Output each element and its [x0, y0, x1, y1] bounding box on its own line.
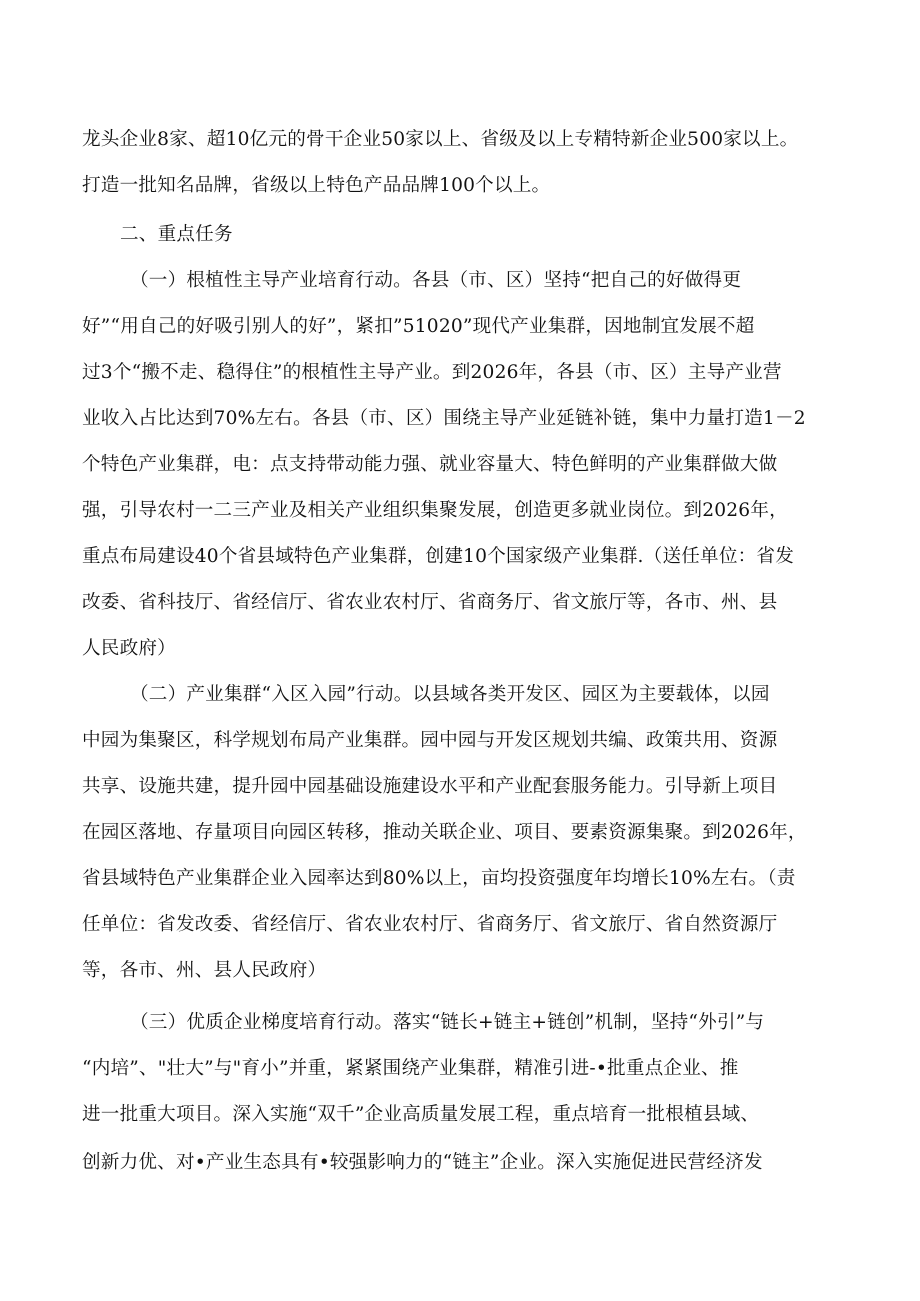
paragraph-line: 强，引导农村一二三产业及相关产业组织集聚发展，创造更多就业岗位。到2026年，	[82, 500, 788, 521]
paragraph-line: 省县域特色产业集群企业入园率达到80%以上，亩均投资强度年均增长10%左右。（责	[82, 868, 796, 889]
paragraph-line: 龙头企业8家、超10亿元的骨干企业50家以上、省级及以上专精特新企业500家以上。	[82, 129, 799, 150]
paragraph-line: 好”“用自己的好吸引别人的好”，紧扣”51020”现代产业集群，因地制宜发展不超	[82, 316, 755, 337]
paragraph-line: 打造一批知名品牌，省级以上特色产品品牌100个以上。	[82, 175, 551, 196]
paragraph-line: “内培”、"壮大”与"育小”并重，紧紧围绕产业集群，精准引进-•批重点企业、推	[82, 1058, 739, 1079]
paragraph-line: （一）根植性主导产业培育行动。各县（市、区）坚持“把自己的好做得更	[130, 270, 742, 291]
section-heading: 二、重点任务	[120, 224, 233, 245]
paragraph-line: 在园区落地、存量项目向园区转移，推动关联企业、项目、要素资源集聚。到2026年，	[82, 822, 807, 843]
paragraph-line: 进一批重大项目。深入实施“双千”企业高质量发展工程，重点培育一批根植县域、	[82, 1104, 760, 1125]
paragraph-line: 中园为集聚区，科学规划布局产业集群。园中园与开发区规划共编、政策共用、资源	[82, 730, 778, 751]
paragraph-line: 改委、省科技厅、省经信厅、省农业农村厅、省商务厅、省文旅厅等，各市、州、县	[82, 592, 778, 613]
paragraph-line: 人民政府）	[82, 638, 176, 659]
paragraph-line: 创新力优、对•产业生态具有•较强影响力的“链主”企业。深入实施促进民营经济发	[82, 1152, 763, 1173]
paragraph-line: 重点布局建设40个省县域特色产业集群，创建10个国家级产业集群.（送任单位：省发	[82, 546, 795, 567]
paragraph-line: 等，各市、州、县人民政府）	[82, 960, 327, 981]
paragraph-line: （三）优质企业梯度培育行动。落实“链长+链主+链创”机制，坚持“外引”与	[130, 1012, 765, 1033]
paragraph-line: 个特色产业集群，电：点支持带动能力强、就业容量大、特色鲜明的产业集群做大做	[82, 454, 778, 475]
paragraph-line: （二）产业集群“入区入园”行动。以县域各类开发区、园区为主要载体，以园	[130, 684, 770, 705]
paragraph-line: 任单位：省发改委、省经信厅、省农业农村厅、省商务厅、省文旅厅、省自然资源厅	[82, 914, 778, 935]
paragraph-line: 业收入占比达到70%左右。各县（市、区）围绕主导产业延链补链，集中力量打造1－2	[82, 408, 806, 429]
paragraph-line: 共享、设施共建，提升园中园基础设施建设水平和产业配套服务能力。引导新上项目	[82, 776, 778, 797]
paragraph-line: 过3个“搬不走、稳得住”的根植性主导产业。到2026年，各县（市、区）主导产业营	[82, 362, 782, 383]
